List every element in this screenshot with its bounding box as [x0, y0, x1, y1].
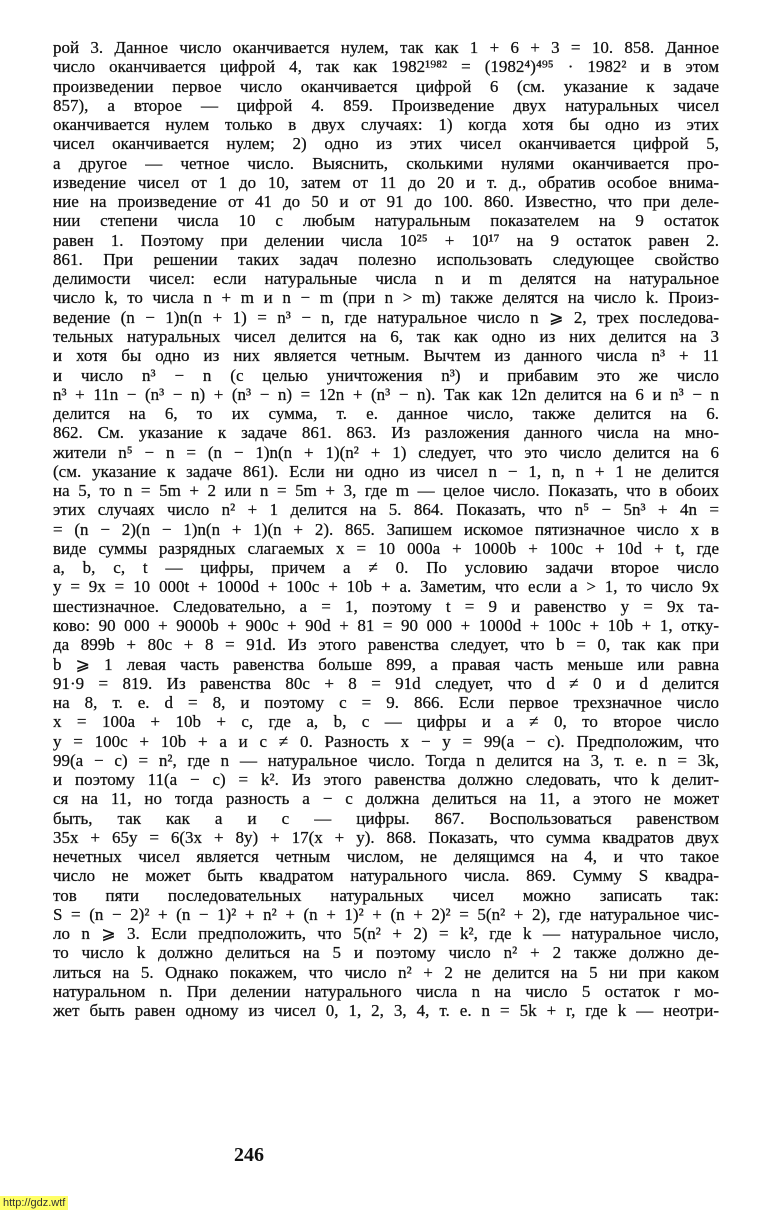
text-line: ведение (n − 1)n(n + 1) = n³ − n, где натуральное число n ⩾ 2, трех последова-: [53, 307, 719, 327]
page-number: 246: [234, 1144, 264, 1166]
text-line: этих случаях число n² + 1 делится на 5. 864. Показать, что n⁵ − 5n³ + 4n =: [53, 500, 719, 520]
text-line: a, b, c, t — цифры, причем a ≠ 0. По условию задачи второе число: [53, 558, 719, 578]
text-line: x = 100a + 10b + c, где a, b, c — цифры и a ≠ 0, то второе число: [53, 712, 719, 732]
text-line: ние на произведение от 41 до 50 и от 91 до 100. 860. Известно, что при деле-: [53, 192, 719, 212]
text-line: натуральном n. При делении натурального числа n на число 5 остаток r мо-: [53, 982, 719, 1002]
text-line: произведении первое число оканчивается цифрой 6 (см. указание к задаче: [53, 76, 719, 96]
page-text: [53, 38, 719, 1021]
watermark-link[interactable]: http://gdz.wtf: [0, 1196, 68, 1210]
text-line: на 8, т. е. d = 8, и поэтому c = 9. 866. Если первое трехзначное число: [53, 693, 719, 713]
text-line: 857), а второе — цифрой 4. 859. Произведение двух натуральных чисел: [53, 95, 719, 115]
text-line: число оканчивается цифрой 4, так как 1982¹⁹⁸² = (1982⁴)⁴⁹⁵ · 1982² и в этом: [53, 57, 719, 77]
text-line: 99(a − c) = n², где n — натуральное число. Тогда n делится на 3, т. е. n = 3k,: [53, 750, 719, 770]
text-line: рой 3. Данное число оканчивается нулем, так как 1 + 6 + 3 = 10. 858. Данное: [53, 38, 719, 57]
text-line: на 5, то n = 5m + 2 или n = 5m + 3, где m — целое число. Показать, что в обоих: [53, 481, 719, 501]
text-line: n³ + 11n − (n³ − n) + (n³ − n) = 12n + (n³ − n). Так как 12n делится на 6 и n³ − n: [53, 384, 719, 404]
text-line: изведение чисел от 1 до 10, затем от 11 до 20 и т. д., обратив особое внима-: [53, 172, 719, 192]
text-line: ло n ⩾ 3. Если предположить, что 5(n² + 2) = k², где k — натуральное число,: [53, 924, 719, 944]
text-line: 862. См. указание к задаче 861. 863. Из разложения данного числа на мно-: [53, 423, 719, 443]
text-line: число k, то числа n + m и n − m (при n > m) также делятся на число k. Произ-: [53, 288, 719, 308]
text-line: ся на 11, но тогда разность a − c должна делиться на 11, а этого не может: [53, 789, 719, 809]
text-line: жет быть равен одному из чисел 0, 1, 2, 3, 4, т. е. n = 5k + r, где k — неотри-: [53, 1001, 719, 1021]
text-line: S = (n − 2)² + (n − 1)² + n² + (n + 1)² + (n + 2)² = 5(n² + 2), где натуральное чис-: [53, 904, 719, 924]
text-line: то число k должно делиться на 5 и поэтому число n² + 2 также должно де-: [53, 943, 719, 963]
text-line: делимости чисел: если натуральные числа n и m делятся на натуральное: [53, 269, 719, 289]
text-line: шестизначное. Следовательно, a = 1, поэтому t = 9 и равенство y = 9x та-: [53, 596, 719, 616]
text-line: ково: 90 000 + 9000b + 900c + 90d + 81 = 90 000 + 1000d + 100c + 10b + 1, отку-: [53, 615, 719, 635]
text-line: чисел оканчивается нулем; 2) одно из этих чисел оканчивается цифрой 5,: [53, 134, 719, 154]
text-line: y = 100c + 10b + a и c ≠ 0. Разность x − y = 99(a − c). Предположим, что: [53, 731, 719, 751]
text-line: а другое — четное число. Выяснить, сколькими нулями оканчивается про-: [53, 153, 719, 173]
text-line: = (n − 2)(n − 1)n(n + 1)(n + 2). 865. Запишем искомое пятизначное число x в: [53, 519, 719, 539]
text-line: 35x + 65y = 6(3x + 8y) + 17(x + y). 868. Показать, что сумма квадратов двух: [53, 827, 719, 847]
text-line: жители n⁵ − n = (n − 1)n(n + 1)(n² + 1) следует, что это число делится на 6: [53, 442, 719, 462]
text-line: y = 9x = 10 000t + 1000d + 100c + 10b + a. Заметим, что если a > 1, то число 9x: [53, 577, 719, 597]
text-line: тов пяти последовательных натуральных чисел можно записать так:: [53, 885, 719, 905]
text-line: да 899b + 80c + 8 = 91d. Из этого равенства следует, что b = 0, так как при: [53, 635, 719, 655]
text-line: быть, так как a и c — цифры. 867. Воспользоваться равенством: [53, 808, 719, 828]
text-line: и хотя бы одно из них является четным. Вычтем из данного числа n³ + 11: [53, 346, 719, 366]
text-line: делится на 6, то их сумма, т. е. данное число, также делится на 6.: [53, 404, 719, 424]
text-line: (см. указание к задаче 861). Если ни одно из чисел n − 1, n, n + 1 не делится: [53, 461, 719, 481]
text-line: виде суммы разрядных слагаемых x = 10 000a + 1000b + 100c + 10d + t, где: [53, 538, 719, 558]
text-line: 861. При решении таких задач полезно использовать следующее свойство: [53, 249, 719, 269]
text-line: нечетных чисел является четным числом, не делящимся на 4, и что такое: [53, 847, 719, 867]
text-line: литься на 5. Однако покажем, что число n² + 2 не делится на 5 ни при каком: [53, 962, 719, 982]
text-line: нии степени числа 10 с любым натуральным показателем на 9 остаток: [53, 211, 719, 231]
text-line: равен 1. Поэтому при делении числа 10²⁵ + 10¹⁷ на 9 остаток равен 2.: [53, 230, 719, 250]
text-line: число не может быть квадратом натурального числа. 869. Сумму S квадра-: [53, 866, 719, 886]
text-line: 91·9 = 819. Из равенства 80c + 8 = 91d следует, что d ≠ 0 и d делится: [53, 673, 719, 693]
text-line: и число n³ − n (с целью уничтожения n³) и прибавим это же число: [53, 365, 719, 385]
text-line: тельных натуральных чисел делится на 6, так как одно из них делится на 3: [53, 326, 719, 346]
text-line: оканчивается нулем только в двух случаях: 1) когда хотя бы одно из этих: [53, 115, 719, 135]
text-line: и поэтому 11(a − c) = k². Из этого равенства должно следовать, что k делит-: [53, 770, 719, 790]
text-line: b ⩾ 1 левая часть равенства больше 899, а правая часть меньше или равна: [53, 654, 719, 674]
